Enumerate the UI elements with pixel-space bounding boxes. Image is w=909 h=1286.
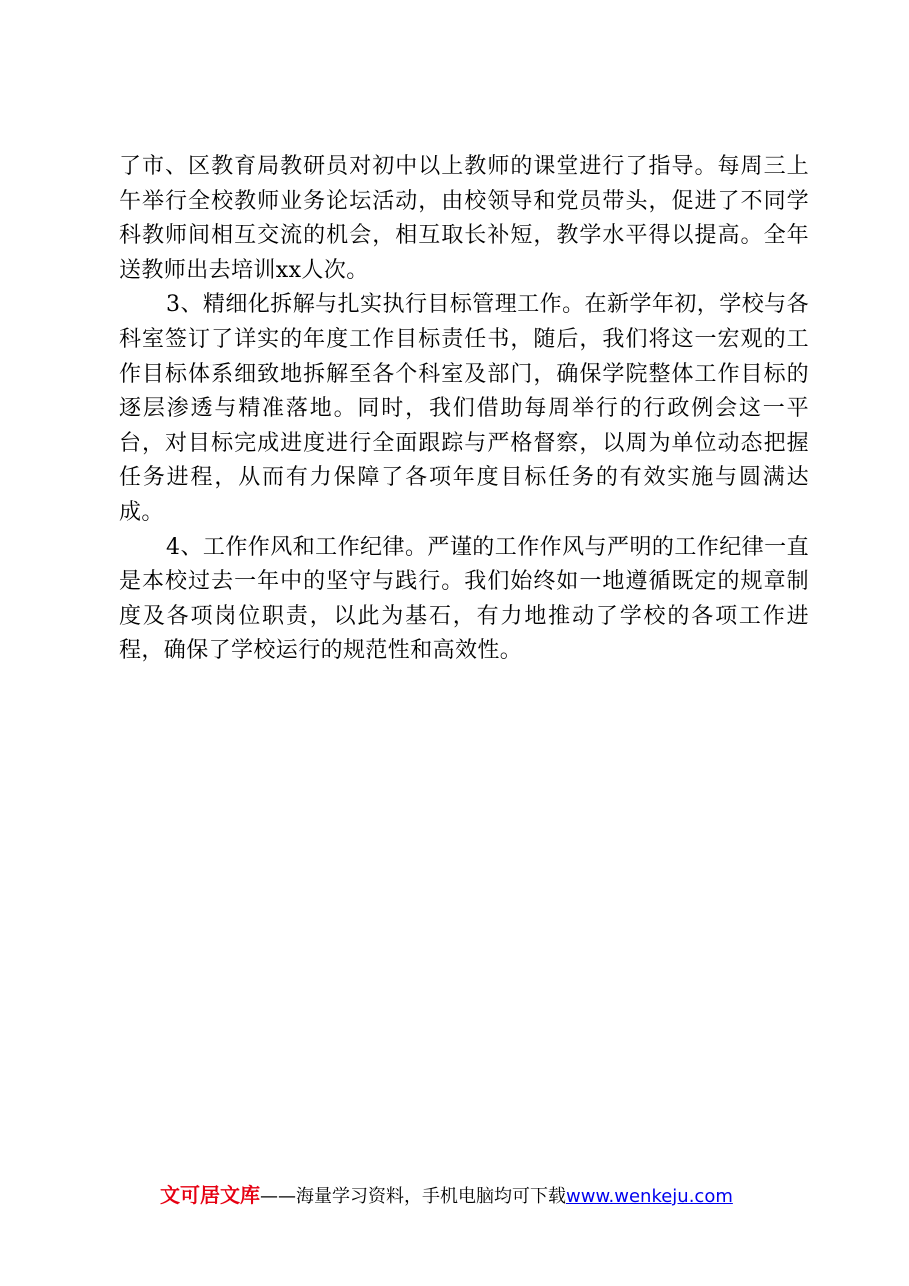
footer-slogan: ——海量学习资料，手机电脑均可下载 — [260, 1186, 566, 1207]
paragraph-1: 了市、区教育局教研员对初中以上教师的课堂进行了指导。每周三上午举行全校教师业务论坛活动，由校领导和党员带头，促进了不同学科教师间相互交流的机会，相互取长补短，教学水平得以提高。全年送教师出去培训xx人次。 — [119, 154, 809, 283]
footer-website-link[interactable]: www.wenkeju.com — [566, 1186, 733, 1207]
paragraph-3: 4、工作作风和工作纪律。严谨的工作作风与严明的工作纪律一直是本校过去一年中的坚守与践行。我们始终如一地遵循既定的规章制度及各项岗位职责，以此为基石，有力地推动了学校的各项工作进程，确保了学校运行的规范性和高效性。 — [119, 534, 809, 664]
footer-banner — [160, 1182, 800, 1210]
document-body — [119, 150, 809, 669]
paragraph-2: 3、精细化拆解与扎实执行目标管理工作。在新学年初，学校与各科室签订了详实的年度工作目标责任书，随后，我们将这一宏观的工作目标体系细致地拆解至各个科室及部门，确保学院整体工作目标的逐层渗透与精准落地。同时，我们借助每周举行的行政例会这一平台，对目标完成进度进行全面跟踪与严格督察，以周为单位动态把握任务进程，从而有力保障了各项年度目标任务的有效实施与圆满达成。 — [119, 292, 809, 525]
footer-brand: 文可居文库 — [160, 1183, 260, 1207]
